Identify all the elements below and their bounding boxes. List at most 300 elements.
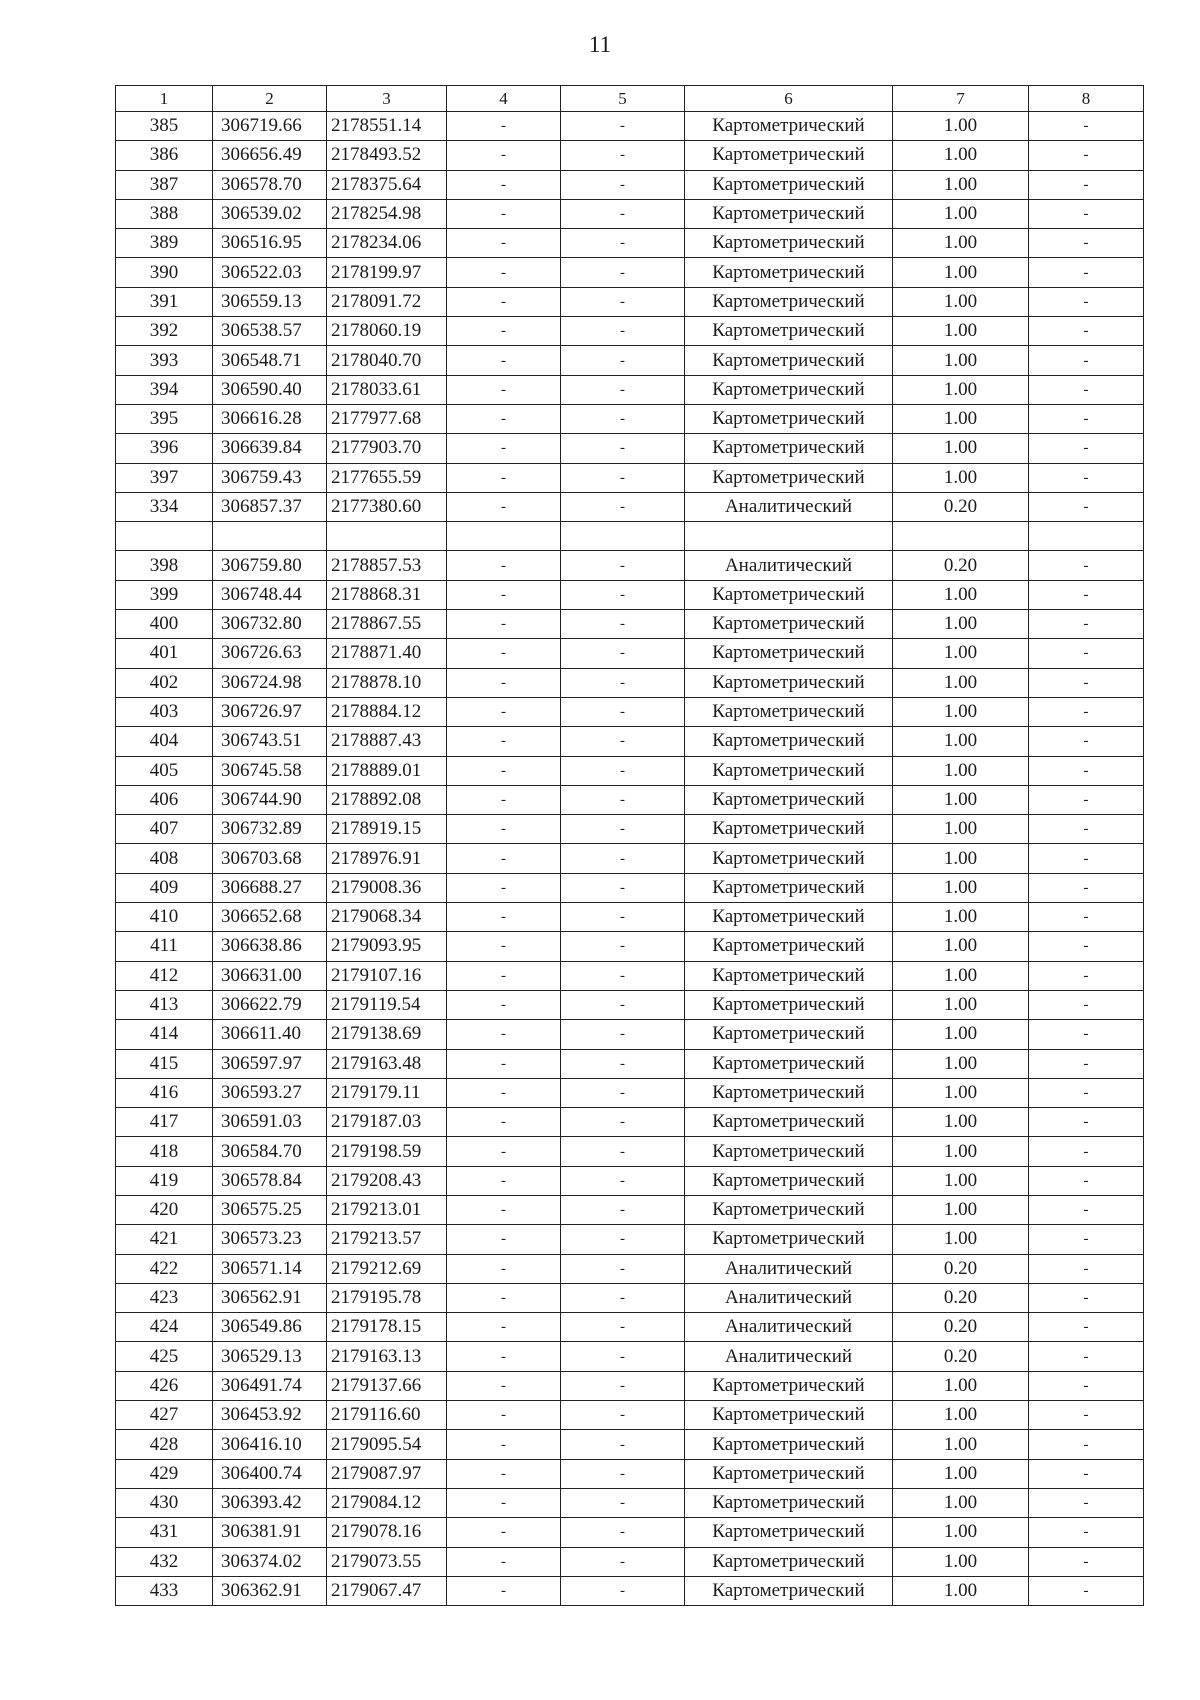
column-4-cell: - xyxy=(447,404,561,433)
column-4-cell: - xyxy=(447,697,561,726)
table-row xyxy=(116,1401,1144,1430)
method-cell: Картометрический xyxy=(685,112,893,141)
method-cell: Картометрический xyxy=(685,1078,893,1107)
column-4-cell: - xyxy=(447,463,561,492)
method-cell: Картометрический xyxy=(685,610,893,639)
table-row xyxy=(116,1518,1144,1547)
point-number-cell: 425 xyxy=(116,1342,213,1371)
table-row xyxy=(116,434,1144,463)
x-coordinate-cell: 306416.10 xyxy=(213,1430,327,1459)
method-cell: Картометрический xyxy=(685,346,893,375)
y-coordinate-cell: 2178919.15 xyxy=(327,815,447,844)
y-coordinate-cell: 2179008.36 xyxy=(327,873,447,902)
y-coordinate-cell: 2177655.59 xyxy=(327,463,447,492)
column-8-cell: - xyxy=(1029,492,1144,521)
method-cell: Картометрический xyxy=(685,1518,893,1547)
column-8-cell: - xyxy=(1029,1195,1144,1224)
column-8-cell: - xyxy=(1029,1020,1144,1049)
column-5-cell: - xyxy=(561,903,685,932)
point-number-cell: 427 xyxy=(116,1401,213,1430)
column-4-cell: - xyxy=(447,639,561,668)
point-number-cell: 387 xyxy=(116,170,213,199)
y-coordinate-cell: 2179119.54 xyxy=(327,990,447,1019)
point-number-cell: 417 xyxy=(116,1108,213,1137)
point-number-cell: 422 xyxy=(116,1254,213,1283)
y-coordinate-cell: 2178884.12 xyxy=(327,697,447,726)
accuracy-cell: 1.00 xyxy=(893,932,1029,961)
method-cell: Картометрический xyxy=(685,727,893,756)
table-row xyxy=(116,580,1144,609)
method-cell: Картометрический xyxy=(685,873,893,902)
accuracy-cell: 0.20 xyxy=(893,492,1029,521)
column-4-cell: - xyxy=(447,1313,561,1342)
table-row xyxy=(116,1225,1144,1254)
point-number-cell: 412 xyxy=(116,961,213,990)
method-cell: Картометрический xyxy=(685,1430,893,1459)
x-coordinate-cell: 306529.13 xyxy=(213,1342,327,1371)
table-row xyxy=(116,903,1144,932)
column-5-cell: - xyxy=(561,1166,685,1195)
table-row xyxy=(116,932,1144,961)
column-4-cell: - xyxy=(447,1459,561,1488)
column-4-cell: - xyxy=(447,1195,561,1224)
column-5-cell: - xyxy=(561,610,685,639)
accuracy-cell: 0.20 xyxy=(893,1254,1029,1283)
accuracy-cell: 1.00 xyxy=(893,1108,1029,1137)
method-cell: Картометрический xyxy=(685,990,893,1019)
x-coordinate-cell: 306562.91 xyxy=(213,1283,327,1312)
accuracy-cell: 1.00 xyxy=(893,287,1029,316)
column-4-cell: - xyxy=(447,112,561,141)
accuracy-cell: 1.00 xyxy=(893,1020,1029,1049)
accuracy-cell: 1.00 xyxy=(893,1430,1029,1459)
column-5-cell: - xyxy=(561,434,685,463)
x-coordinate-cell: 306748.44 xyxy=(213,580,327,609)
table-row xyxy=(116,463,1144,492)
accuracy-cell: 1.00 xyxy=(893,1195,1029,1224)
table-row xyxy=(116,1547,1144,1576)
method-cell: Картометрический xyxy=(685,170,893,199)
accuracy-cell: 1.00 xyxy=(893,1459,1029,1488)
x-coordinate-cell: 306759.43 xyxy=(213,463,327,492)
y-coordinate-cell: 2179179.11 xyxy=(327,1078,447,1107)
column-4-cell: - xyxy=(447,1283,561,1312)
y-coordinate-cell: 2178868.31 xyxy=(327,580,447,609)
x-coordinate-cell: 306726.63 xyxy=(213,639,327,668)
accuracy-cell: 1.00 xyxy=(893,815,1029,844)
column-8-cell: - xyxy=(1029,1401,1144,1430)
column-5-cell: - xyxy=(561,112,685,141)
column-5-cell: - xyxy=(561,346,685,375)
accuracy-cell: 1.00 xyxy=(893,1078,1029,1107)
column-4-cell: - xyxy=(447,434,561,463)
point-number-cell: 389 xyxy=(116,229,213,258)
point-number-cell: 395 xyxy=(116,404,213,433)
column-4-cell: - xyxy=(447,815,561,844)
column-5-cell: - xyxy=(561,287,685,316)
accuracy-cell xyxy=(893,522,1029,551)
column-4-cell: - xyxy=(447,551,561,580)
point-number-cell: 430 xyxy=(116,1488,213,1517)
y-coordinate-cell: 2177380.60 xyxy=(327,492,447,521)
method-cell: Картометрический xyxy=(685,141,893,170)
column-5-cell: - xyxy=(561,258,685,287)
column-4-cell: - xyxy=(447,1078,561,1107)
column-5-cell: - xyxy=(561,1488,685,1517)
method-cell: Картометрический xyxy=(685,287,893,316)
accuracy-cell: 1.00 xyxy=(893,903,1029,932)
y-coordinate-cell: 2178091.72 xyxy=(327,287,447,316)
y-coordinate-cell: 2179163.13 xyxy=(327,1342,447,1371)
column-8-cell: - xyxy=(1029,112,1144,141)
column-4-cell: - xyxy=(447,317,561,346)
y-coordinate-cell: 2178234.06 xyxy=(327,229,447,258)
column-8-cell: - xyxy=(1029,317,1144,346)
point-number-cell: 392 xyxy=(116,317,213,346)
column-8-cell xyxy=(1029,522,1144,551)
column-5-cell: - xyxy=(561,668,685,697)
y-coordinate-cell: 2179195.78 xyxy=(327,1283,447,1312)
x-coordinate-cell: 306622.79 xyxy=(213,990,327,1019)
point-number-cell: 407 xyxy=(116,815,213,844)
column-5-cell xyxy=(561,522,685,551)
column-8-cell: - xyxy=(1029,551,1144,580)
column-4-cell: - xyxy=(447,756,561,785)
column-8-cell: - xyxy=(1029,1576,1144,1605)
x-coordinate-cell: 306549.86 xyxy=(213,1313,327,1342)
column-5-cell: - xyxy=(561,1371,685,1400)
point-number-cell: 415 xyxy=(116,1049,213,1078)
y-coordinate-cell: 2179093.95 xyxy=(327,932,447,961)
accuracy-cell: 1.00 xyxy=(893,141,1029,170)
accuracy-cell: 1.00 xyxy=(893,610,1029,639)
y-coordinate-cell: 2178976.91 xyxy=(327,844,447,873)
column-5-cell: - xyxy=(561,961,685,990)
x-coordinate-cell: 306381.91 xyxy=(213,1518,327,1547)
x-coordinate-cell: 306575.25 xyxy=(213,1195,327,1224)
method-cell: Картометрический xyxy=(685,1137,893,1166)
column-5-cell: - xyxy=(561,199,685,228)
column-8-cell: - xyxy=(1029,346,1144,375)
method-cell: Картометрический xyxy=(685,1459,893,1488)
column-8-cell: - xyxy=(1029,1166,1144,1195)
column-5-cell: - xyxy=(561,990,685,1019)
column-5-cell: - xyxy=(561,1137,685,1166)
x-coordinate-cell: 306578.84 xyxy=(213,1166,327,1195)
column-5-cell: - xyxy=(561,1576,685,1605)
point-number-cell: 390 xyxy=(116,258,213,287)
accuracy-cell: 1.00 xyxy=(893,844,1029,873)
method-cell: Картометрический xyxy=(685,1488,893,1517)
point-number-cell: 433 xyxy=(116,1576,213,1605)
method-cell: Картометрический xyxy=(685,317,893,346)
table-row xyxy=(116,815,1144,844)
x-coordinate-cell: 306522.03 xyxy=(213,258,327,287)
method-cell: Аналитический xyxy=(685,1313,893,1342)
column-header: 1 xyxy=(116,86,213,112)
column-8-cell: - xyxy=(1029,990,1144,1019)
point-number-cell: 408 xyxy=(116,844,213,873)
y-coordinate-cell: 2178060.19 xyxy=(327,317,447,346)
y-coordinate-cell: 2179095.54 xyxy=(327,1430,447,1459)
table-row xyxy=(116,697,1144,726)
column-4-cell: - xyxy=(447,1342,561,1371)
column-4-cell: - xyxy=(447,1108,561,1137)
column-8-cell: - xyxy=(1029,580,1144,609)
point-number-cell: 423 xyxy=(116,1283,213,1312)
x-coordinate-cell: 306631.00 xyxy=(213,961,327,990)
header-row xyxy=(116,86,1144,112)
x-coordinate-cell: 306374.02 xyxy=(213,1547,327,1576)
column-8-cell: - xyxy=(1029,639,1144,668)
accuracy-cell: 1.00 xyxy=(893,346,1029,375)
point-number-cell: 413 xyxy=(116,990,213,1019)
table-row xyxy=(116,1371,1144,1400)
page-number: 11 xyxy=(588,32,612,57)
point-number-cell: 405 xyxy=(116,756,213,785)
method-cell: Аналитический xyxy=(685,1342,893,1371)
method-cell: Картометрический xyxy=(685,1049,893,1078)
method-cell: Картометрический xyxy=(685,1108,893,1137)
column-4-cell: - xyxy=(447,932,561,961)
y-coordinate-cell: 2178857.53 xyxy=(327,551,447,580)
method-cell: Картометрический xyxy=(685,756,893,785)
accuracy-cell: 1.00 xyxy=(893,1547,1029,1576)
table-row xyxy=(116,1195,1144,1224)
accuracy-cell: 1.00 xyxy=(893,1166,1029,1195)
column-5-cell: - xyxy=(561,756,685,785)
method-cell: Аналитический xyxy=(685,551,893,580)
y-coordinate-cell: 2179078.16 xyxy=(327,1518,447,1547)
accuracy-cell: 1.00 xyxy=(893,1518,1029,1547)
x-coordinate-cell: 306393.42 xyxy=(213,1488,327,1517)
point-number-cell: 394 xyxy=(116,375,213,404)
method-cell: Картометрический xyxy=(685,844,893,873)
table-row xyxy=(116,1049,1144,1078)
accuracy-cell: 1.00 xyxy=(893,697,1029,726)
x-coordinate-cell: 306745.58 xyxy=(213,756,327,785)
table-row xyxy=(116,668,1144,697)
table-row xyxy=(116,1283,1144,1312)
table-row xyxy=(116,990,1144,1019)
table-row xyxy=(116,1020,1144,1049)
y-coordinate-cell: 2178887.43 xyxy=(327,727,447,756)
column-5-cell: - xyxy=(561,1225,685,1254)
column-8-cell: - xyxy=(1029,785,1144,814)
x-coordinate-cell: 306726.97 xyxy=(213,697,327,726)
column-8-cell: - xyxy=(1029,1078,1144,1107)
table-row xyxy=(116,258,1144,287)
column-5-cell: - xyxy=(561,551,685,580)
y-coordinate-cell: 2178493.52 xyxy=(327,141,447,170)
column-8-cell: - xyxy=(1029,170,1144,199)
method-cell: Картометрический xyxy=(685,199,893,228)
column-4-cell: - xyxy=(447,1401,561,1430)
column-8-cell: - xyxy=(1029,1342,1144,1371)
table-row xyxy=(116,229,1144,258)
column-8-cell: - xyxy=(1029,1518,1144,1547)
column-4-cell: - xyxy=(447,375,561,404)
column-5-cell: - xyxy=(561,844,685,873)
method-cell: Аналитический xyxy=(685,1283,893,1312)
column-5-cell: - xyxy=(561,1195,685,1224)
point-number-cell: 400 xyxy=(116,610,213,639)
column-8-cell: - xyxy=(1029,434,1144,463)
column-4-cell: - xyxy=(447,1020,561,1049)
column-8-cell: - xyxy=(1029,404,1144,433)
point-number-cell: 414 xyxy=(116,1020,213,1049)
y-coordinate-cell: 2178551.14 xyxy=(327,112,447,141)
point-number-cell: 391 xyxy=(116,287,213,316)
point-number-cell: 385 xyxy=(116,112,213,141)
column-5-cell: - xyxy=(561,1459,685,1488)
column-4-cell: - xyxy=(447,1576,561,1605)
column-5-cell: - xyxy=(561,697,685,726)
point-number-cell: 418 xyxy=(116,1137,213,1166)
y-coordinate-cell: 2179212.69 xyxy=(327,1254,447,1283)
y-coordinate-cell: 2178871.40 xyxy=(327,639,447,668)
x-coordinate-cell: 306688.27 xyxy=(213,873,327,902)
method-cell: Картометрический xyxy=(685,697,893,726)
method-cell xyxy=(685,522,893,551)
x-coordinate-cell: 306597.97 xyxy=(213,1049,327,1078)
table-row xyxy=(116,522,1144,551)
column-4-cell: - xyxy=(447,229,561,258)
x-coordinate-cell: 306719.66 xyxy=(213,112,327,141)
method-cell: Картометрический xyxy=(685,961,893,990)
x-coordinate-cell: 306639.84 xyxy=(213,434,327,463)
y-coordinate-cell: 2179116.60 xyxy=(327,1401,447,1430)
method-cell: Картометрический xyxy=(685,1547,893,1576)
x-coordinate-cell: 306400.74 xyxy=(213,1459,327,1488)
column-5-cell: - xyxy=(561,873,685,902)
point-number-cell: 404 xyxy=(116,727,213,756)
column-8-cell: - xyxy=(1029,1254,1144,1283)
column-8-cell: - xyxy=(1029,1547,1144,1576)
point-number-cell: 334 xyxy=(116,492,213,521)
table-row xyxy=(116,317,1144,346)
y-coordinate-cell: 2178878.10 xyxy=(327,668,447,697)
accuracy-cell: 1.00 xyxy=(893,1488,1029,1517)
column-8-cell: - xyxy=(1029,258,1144,287)
column-5-cell: - xyxy=(561,1430,685,1459)
table-row xyxy=(116,112,1144,141)
x-coordinate-cell: 306732.80 xyxy=(213,610,327,639)
y-coordinate-cell: 2178889.01 xyxy=(327,756,447,785)
x-coordinate-cell: 306652.68 xyxy=(213,903,327,932)
column-4-cell: - xyxy=(447,1547,561,1576)
column-8-cell: - xyxy=(1029,932,1144,961)
x-coordinate-cell: 306590.40 xyxy=(213,375,327,404)
table-row xyxy=(116,1459,1144,1488)
table-row xyxy=(116,551,1144,580)
x-coordinate-cell: 306638.86 xyxy=(213,932,327,961)
method-cell: Аналитический xyxy=(685,492,893,521)
method-cell: Картометрический xyxy=(685,404,893,433)
table-row xyxy=(116,492,1144,521)
column-header: 8 xyxy=(1029,86,1144,112)
accuracy-cell: 1.00 xyxy=(893,258,1029,287)
column-5-cell: - xyxy=(561,1401,685,1430)
y-coordinate-cell: 2179208.43 xyxy=(327,1166,447,1195)
point-number-cell: 428 xyxy=(116,1430,213,1459)
column-4-cell: - xyxy=(447,1371,561,1400)
column-8-cell: - xyxy=(1029,815,1144,844)
column-8-cell: - xyxy=(1029,375,1144,404)
y-coordinate-cell: 2179084.12 xyxy=(327,1488,447,1517)
accuracy-cell: 1.00 xyxy=(893,873,1029,902)
point-number-cell: 432 xyxy=(116,1547,213,1576)
x-coordinate-cell: 306656.49 xyxy=(213,141,327,170)
method-cell: Картометрический xyxy=(685,1225,893,1254)
column-4-cell: - xyxy=(447,1518,561,1547)
table-row xyxy=(116,1313,1144,1342)
y-coordinate-cell: 2179213.57 xyxy=(327,1225,447,1254)
column-5-cell: - xyxy=(561,1078,685,1107)
y-coordinate-cell: 2178375.64 xyxy=(327,170,447,199)
method-cell: Картометрический xyxy=(685,434,893,463)
column-header: 6 xyxy=(685,86,893,112)
point-number-cell: 399 xyxy=(116,580,213,609)
column-4-cell: - xyxy=(447,141,561,170)
accuracy-cell: 1.00 xyxy=(893,404,1029,433)
table-row xyxy=(116,1078,1144,1107)
accuracy-cell: 1.00 xyxy=(893,785,1029,814)
column-4-cell: - xyxy=(447,668,561,697)
point-number-cell xyxy=(116,522,213,551)
table-row xyxy=(116,1430,1144,1459)
column-8-cell: - xyxy=(1029,287,1144,316)
method-cell: Картометрический xyxy=(685,785,893,814)
method-cell: Картометрический xyxy=(685,668,893,697)
method-cell: Картометрический xyxy=(685,258,893,287)
column-8-cell: - xyxy=(1029,668,1144,697)
column-4-cell: - xyxy=(447,287,561,316)
column-4-cell: - xyxy=(447,961,561,990)
table-row xyxy=(116,844,1144,873)
accuracy-cell: 1.00 xyxy=(893,463,1029,492)
column-5-cell: - xyxy=(561,1547,685,1576)
y-coordinate-cell: 2179187.03 xyxy=(327,1108,447,1137)
column-8-cell: - xyxy=(1029,1283,1144,1312)
accuracy-cell: 1.00 xyxy=(893,1371,1029,1400)
column-5-cell: - xyxy=(561,1518,685,1547)
x-coordinate-cell: 306759.80 xyxy=(213,551,327,580)
table-row xyxy=(116,610,1144,639)
x-coordinate-cell: 306616.28 xyxy=(213,404,327,433)
column-8-cell: - xyxy=(1029,1459,1144,1488)
column-4-cell: - xyxy=(447,1254,561,1283)
column-5-cell: - xyxy=(561,1020,685,1049)
column-5-cell: - xyxy=(561,375,685,404)
column-8-cell: - xyxy=(1029,199,1144,228)
column-4-cell: - xyxy=(447,346,561,375)
point-number-cell: 396 xyxy=(116,434,213,463)
column-4-cell: - xyxy=(447,1488,561,1517)
point-number-cell: 409 xyxy=(116,873,213,902)
y-coordinate-cell xyxy=(327,522,447,551)
accuracy-cell: 1.00 xyxy=(893,112,1029,141)
x-coordinate-cell: 306578.70 xyxy=(213,170,327,199)
accuracy-cell: 1.00 xyxy=(893,170,1029,199)
method-cell: Картометрический xyxy=(685,1195,893,1224)
point-number-cell: 398 xyxy=(116,551,213,580)
column-4-cell: - xyxy=(447,610,561,639)
method-cell: Картометрический xyxy=(685,463,893,492)
accuracy-cell: 1.00 xyxy=(893,639,1029,668)
method-cell: Картометрический xyxy=(685,932,893,961)
column-8-cell: - xyxy=(1029,1108,1144,1137)
